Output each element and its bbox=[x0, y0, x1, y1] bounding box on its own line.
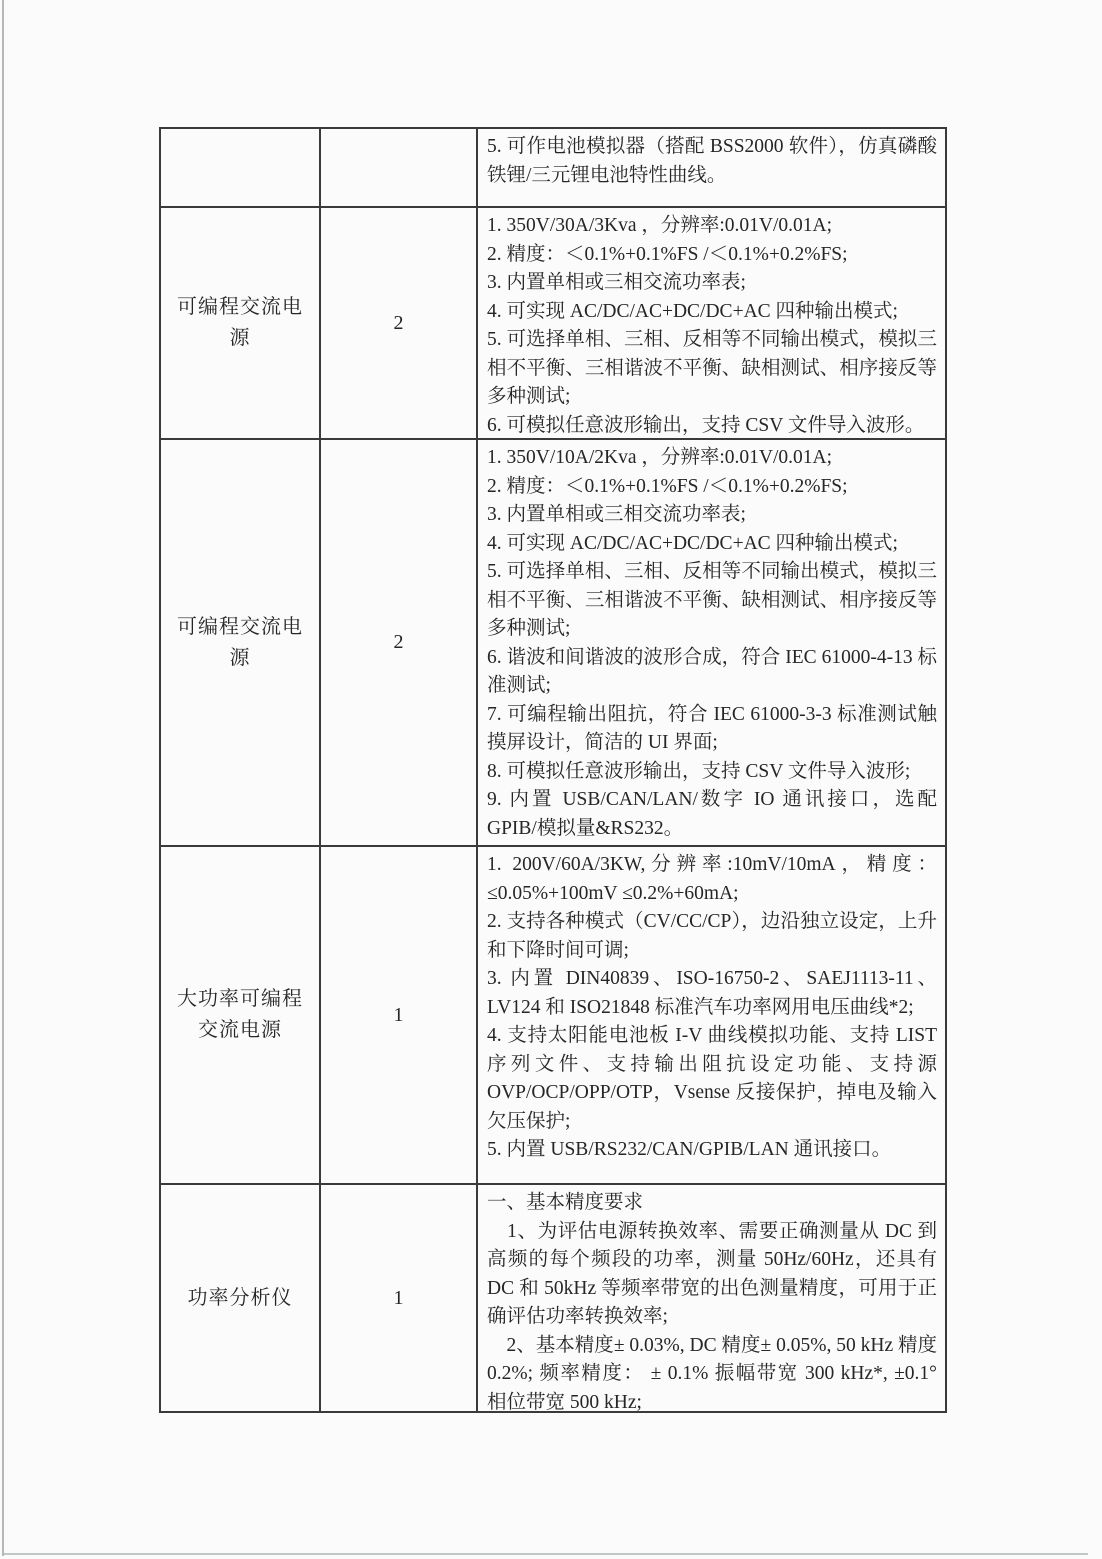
table-row bbox=[161, 208, 945, 440]
spec-paragraph: 4. 可实现 AC/DC/AC+DC/DC+AC 四种输出模式; bbox=[487, 532, 898, 554]
spec-paragraph: 3. 内置单相或三相交流功率表; bbox=[487, 272, 746, 293]
equipment-name-cell: 功率分析仪 bbox=[161, 1185, 321, 1411]
spec-paragraph: 1. 350V/30A/3Kva ，分辨率:0.01V/0.01A; bbox=[487, 215, 833, 236]
quantity-cell: 2 bbox=[321, 208, 478, 438]
equipment-spec-table bbox=[159, 127, 947, 1413]
spec-paragraph: 9. 内置 USB/CAN/LAN/数字 IO 通讯接口，选配 GPIB/模拟量&RS232。 bbox=[487, 789, 937, 839]
spec-paragraph: 5. 内置 USB/RS232/CAN/GPIB/LAN 通讯接口。 bbox=[487, 1139, 892, 1160]
spec-paragraph: 3. 内置单相或三相交流功率表; bbox=[487, 504, 746, 525]
scan-edge-bottom bbox=[4, 1553, 1088, 1555]
spec-paragraph: 1. 200V/60A/3KW,分辨率:10mV/10mA，精度：≤0.05%+100mV ≤0.2%+60mA; bbox=[487, 854, 937, 904]
spec-paragraph: 4. 可实现 AC/DC/AC+DC/DC+AC 四种输出模式; bbox=[487, 300, 898, 322]
spec-paragraph: 5. 可选择单相、三相、反相等不同输出模式，模拟三相不平衡、三相谐波不平衡、缺相测试、相序接反等多种测试; bbox=[487, 329, 937, 407]
spec-paragraph: 4. 支持太阳能电池板 I-V 曲线模拟功能、支持 LIST 序列文件、支持输出阻抗设定功能、支持源 OVP/OCP/OPP/OTP，Vsense 反接保护，掉电及输入欠压保护; bbox=[487, 1025, 937, 1132]
spec-paragraph: 5. 可作电池模拟器（搭配 BSS2000 软件），仿真磷酸铁锂/三元锂电池特性曲线。 bbox=[487, 136, 937, 186]
table-row bbox=[161, 847, 945, 1185]
equipment-name-cell bbox=[161, 129, 321, 206]
table-row bbox=[161, 129, 945, 208]
scan-edge-left bbox=[2, 0, 4, 1556]
spec-paragraph: 2、基本精度± 0.03%, DC 精度± 0.05%, 50 kHz 精度 0.2%; 频率精度： ± 0.1% 振幅带宽 300 kHz*, ±0.1° 相位带宽 500 kHz; bbox=[487, 1334, 937, 1411]
quantity-cell: 2 bbox=[321, 440, 478, 845]
table-row bbox=[161, 1185, 945, 1411]
spec-paragraph: 一、基本精度要求 bbox=[487, 1192, 644, 1213]
spec-paragraph: 2. 支持各种模式（CV/CC/CP），边沿独立设定，上升和下降时间可调; bbox=[487, 911, 937, 961]
spec-paragraph: 8. 可模拟任意波形输出，支持 CSV 文件导入波形; bbox=[487, 760, 911, 782]
spec-paragraph: 1、为评估电源转换效率、需要正确测量从 DC 到高频的每个频段的功率，测量 50Hz/60Hz，还具有 DC 和 50kHz 等频率带宽的出色测量精度，可用于正确评估功率转换效率; bbox=[487, 1220, 937, 1327]
spec-paragraph: 5. 可选择单相、三相、反相等不同输出模式，模拟三相不平衡、三相谐波不平衡、缺相测试、相序接反等多种测试; bbox=[487, 561, 937, 639]
spec-paragraph: 3. 内置 DIN40839、ISO-16750-2、SAEJ1113-11、LV124 和 ISO21848 标准汽车功率网用电压曲线*2; bbox=[487, 968, 937, 1018]
spec-paragraph: 2. 精度：＜0.1%+0.1%FS /＜0.1%+0.2%FS; bbox=[487, 475, 848, 497]
table-row bbox=[161, 440, 945, 847]
quantity-cell bbox=[321, 129, 478, 206]
quantity-cell: 1 bbox=[321, 1185, 478, 1411]
specs-cell bbox=[478, 847, 945, 1183]
spec-paragraph: 7. 可编程输出阻抗，符合 IEC 61000-3-3 标准测试触摸屏设计，简洁的 UI 界面; bbox=[487, 703, 937, 753]
specs-cell bbox=[478, 208, 945, 438]
spec-paragraph: 2. 精度：＜0.1%+0.1%FS /＜0.1%+0.2%FS; bbox=[487, 243, 848, 265]
specs-cell bbox=[478, 1185, 945, 1411]
specs-cell bbox=[478, 129, 945, 206]
spec-paragraph: 6. 可模拟任意波形输出，支持 CSV 文件导入波形。 bbox=[487, 414, 925, 436]
equipment-name-cell: 可编程交流电源 bbox=[161, 208, 321, 438]
specs-cell bbox=[478, 440, 945, 845]
equipment-name-cell: 可编程交流电源 bbox=[161, 440, 321, 845]
spec-paragraph: 1. 350V/10A/2Kva ，分辨率:0.01V/0.01A; bbox=[487, 447, 833, 468]
quantity-cell: 1 bbox=[321, 847, 478, 1183]
spec-paragraph: 6. 谐波和间谐波的波形合成，符合 IEC 61000-4-13 标准测试; bbox=[487, 646, 937, 696]
equipment-name-cell: 大功率可编程交流电源 bbox=[161, 847, 321, 1183]
